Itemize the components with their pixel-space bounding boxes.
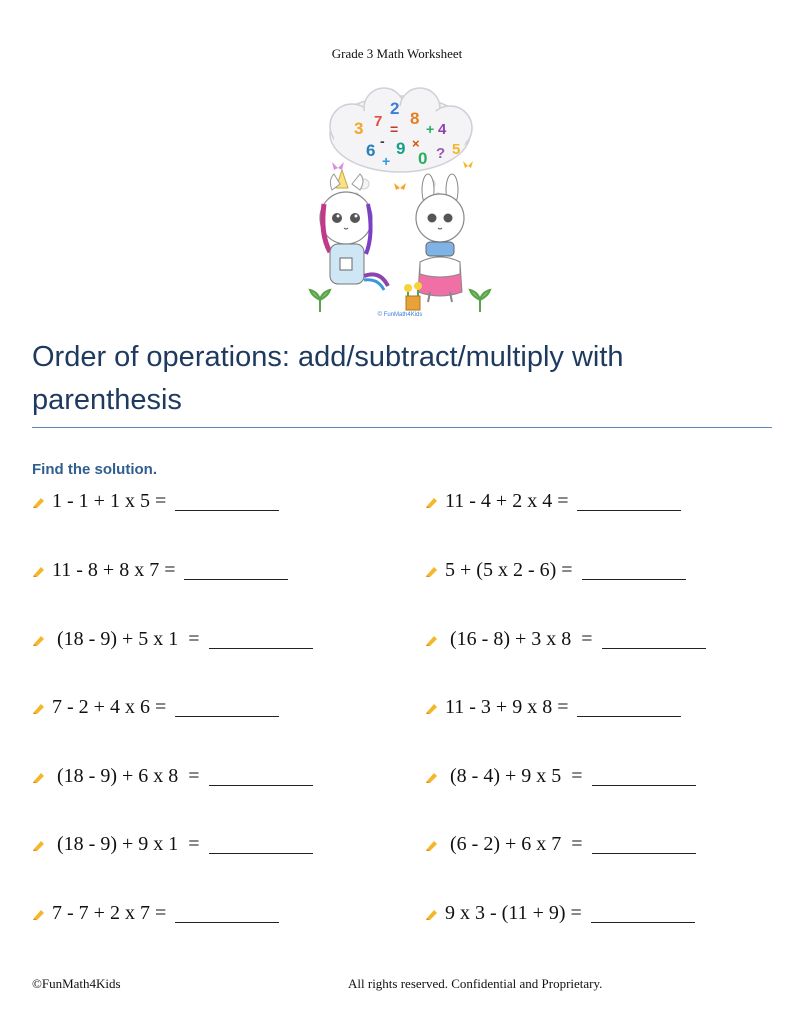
- problem-expression: 7 - 2 + 4 x 6 =: [52, 696, 172, 718]
- problem-item: [425, 559, 686, 582]
- problem-item: [425, 628, 706, 651]
- cloud-digit: 5: [452, 141, 461, 158]
- cloud-symbol: -: [380, 133, 385, 149]
- problem-item: [32, 490, 279, 513]
- problem-expression: 7 - 7 + 2 x 7 =: [52, 902, 172, 924]
- footer-rights: All rights reserved. Confidential and Proprietary.: [348, 976, 603, 991]
- problem-item: [425, 833, 696, 856]
- answer-blank[interactable]: [582, 561, 686, 580]
- problem-expression: 11 - 3 + 9 x 8 =: [445, 696, 574, 718]
- problem-item: [425, 696, 681, 719]
- plants: [310, 282, 490, 312]
- problem-expression: 9 x 3 - (11 + 9) =: [445, 902, 587, 924]
- answer-blank[interactable]: [209, 835, 313, 854]
- problem-expression: 11 - 4 + 2 x 4 =: [445, 490, 574, 512]
- problem-expression: 1 - 1 + 1 x 5 =: [52, 490, 172, 512]
- pencil-bullet-icon: [425, 838, 439, 852]
- problem-item: [32, 765, 313, 788]
- answer-blank[interactable]: [592, 767, 696, 786]
- problem-item: [425, 490, 681, 513]
- illustration-credit: © FunMath4Kids: [377, 312, 423, 318]
- worksheet-header: Grade 3 Math Worksheet: [331, 46, 463, 61]
- pencil-bullet-icon: [425, 564, 439, 578]
- worksheet-title: Order of operations: add/subtract/multiply with parenthesis: [32, 341, 624, 416]
- problem-expression: (16 - 8) + 3 x 8 =: [445, 628, 598, 650]
- answer-blank[interactable]: [602, 630, 706, 649]
- answer-blank[interactable]: [175, 492, 279, 511]
- cloud-digit: 0: [418, 149, 428, 168]
- pencil-bullet-icon: [425, 495, 439, 509]
- answer-blank[interactable]: [591, 904, 695, 923]
- problem-item: [32, 628, 313, 651]
- pencil-bullet-icon: [32, 838, 46, 852]
- problem-item: [32, 902, 279, 925]
- cloud-symbol: +: [382, 153, 391, 169]
- problem-item: [32, 696, 279, 719]
- answer-blank[interactable]: [209, 630, 313, 649]
- pencil-bullet-icon: [425, 633, 439, 647]
- unicorn-cat: [320, 170, 388, 290]
- pencil-bullet-icon: [32, 907, 46, 921]
- cloud-symbol: +: [426, 121, 435, 137]
- footer-copyright: ©FunMath4Kids: [32, 976, 121, 991]
- problem-item: [32, 559, 288, 582]
- illustration: [302, 86, 498, 318]
- problem-expression: 11 - 8 + 8 x 7 =: [52, 559, 181, 581]
- cloud-digit: 6: [366, 141, 376, 160]
- pencil-bullet-icon: [425, 701, 439, 715]
- pencil-bullet-icon: [32, 495, 46, 509]
- pencil-bullet-icon: [425, 907, 439, 921]
- problem-expression: (18 - 9) + 6 x 8 =: [52, 765, 205, 787]
- problem-item: [32, 833, 313, 856]
- title-divider: [32, 427, 772, 428]
- problem-expression: (18 - 9) + 9 x 1 =: [52, 833, 205, 855]
- answer-blank[interactable]: [577, 492, 681, 511]
- cloud-digit: 4: [438, 121, 447, 138]
- cloud-digit: 2: [390, 99, 400, 118]
- cloud-digit: 3: [354, 119, 364, 138]
- pencil-bullet-icon: [425, 770, 439, 784]
- pencil-bullet-icon: [32, 770, 46, 784]
- answer-blank[interactable]: [209, 767, 313, 786]
- answer-blank[interactable]: [592, 835, 696, 854]
- answer-blank[interactable]: [577, 698, 681, 717]
- pencil-bullet-icon: [32, 564, 46, 578]
- problem-item: [425, 765, 696, 788]
- answer-blank[interactable]: [175, 698, 279, 717]
- pencil-bullet-icon: [32, 633, 46, 647]
- problem-item: [425, 902, 695, 925]
- cloud-symbol: ×: [412, 136, 420, 151]
- cloud-digit: 7: [374, 113, 383, 130]
- cloud-digit: 8: [410, 109, 420, 128]
- answer-blank[interactable]: [175, 904, 279, 923]
- pencil-bullet-icon: [32, 701, 46, 715]
- cloud-symbol: ?: [436, 145, 446, 162]
- problem-expression: (6 - 2) + 6 x 7 =: [445, 833, 588, 855]
- cloud-digit: 9: [396, 139, 406, 158]
- problem-expression: (18 - 9) + 5 x 1 =: [52, 628, 205, 650]
- cloud-symbol: =: [390, 121, 399, 137]
- instruction-text: Find the solution.: [32, 461, 157, 478]
- problem-expression: 5 + (5 x 2 - 6) =: [445, 559, 578, 581]
- answer-blank[interactable]: [184, 561, 288, 580]
- problem-expression: (8 - 4) + 9 x 5 =: [445, 765, 588, 787]
